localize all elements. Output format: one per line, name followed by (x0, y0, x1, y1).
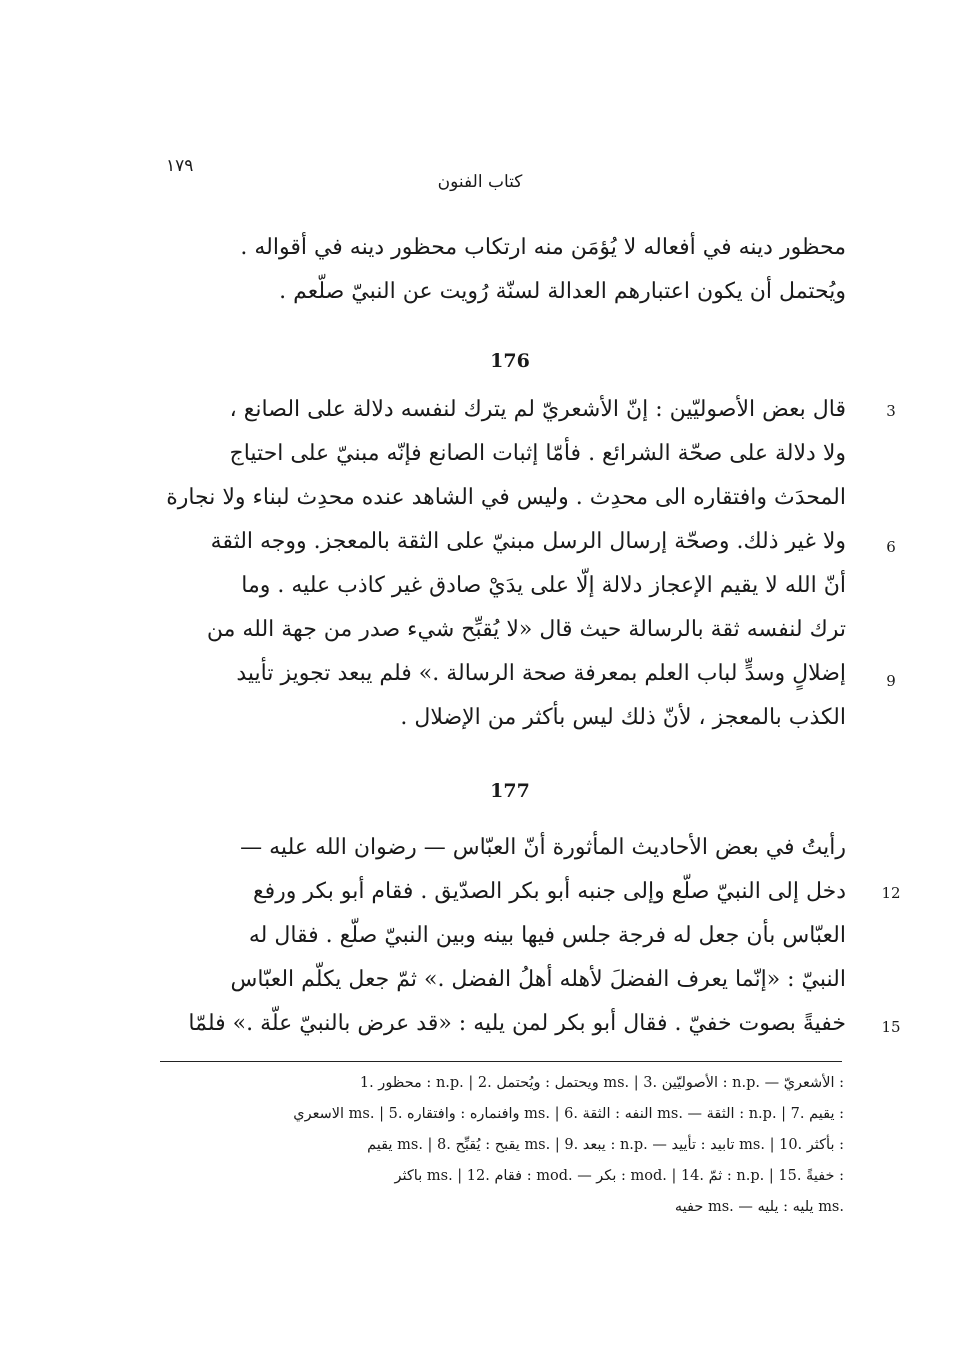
apparatus-line: : يقيم .7 | .n.p : الثقة — .ms النفه : الثقة .6 | .ms وافنماره : وافتقاره .5 | .ms الاسعري (293, 1106, 844, 1122)
text-line: محظور دينه في أفعاله لا يُؤمَن منه ارتكاب محظور دينه في أقواله . (240, 235, 846, 260)
text-line: ولا دلالة على صحّة الشرائع . فأمّا إثبات الصانع فإنّه مبنيّ على احتياج (229, 441, 846, 466)
text-line: العبّاس بأن جعل له فرجة جلس فيها بينه وبين النبيّ صلّع . فقال له (248, 923, 846, 948)
page-number: ١٧٩ (166, 156, 194, 176)
apparatus-line: : الأشعريّ — .n.p : الأصوليّين .3 | .ms ويحتمل : ويُحتمل .2 | .n.p : محظور .1 (359, 1075, 844, 1091)
apparatus-line: : بأكثر .10 | .ms تابيد : تأييد — .n.p : يبعد .9 | .ms يقبح : يُقبِّح .8 | .ms يقيم (367, 1137, 844, 1153)
text-line: الكذب بالمعجز ، لأنّ ذلك ليس بأكثر من الإضلال . (400, 705, 846, 730)
line-number: 15 (881, 1018, 901, 1036)
section-number-176: 176 (490, 350, 530, 372)
text-line: النبيّ : «إنّما يعرف الفضلَ لأهله أهلُ الفضل .» ثمّ جعل يكلّم العبّاس (230, 967, 846, 992)
line-number: 6 (886, 538, 896, 556)
section-number-177: 177 (490, 780, 530, 802)
text-line: أنّ الله لا يقيم الإعجاز دلالة إلّا على يدَيْ صادق غير كاذب عليه . وما (241, 573, 846, 598)
line-number: 3 (886, 402, 896, 420)
line-number: 12 (881, 884, 901, 902)
text-line: دخل إلى النبيّ صلّع وإلى جنبه أبو بكر الصدّيق . فقام أبو بكر ورفع (252, 879, 846, 904)
text-line: إضلالٍ وسدٍّ لباب العلم بمعرفة صحة الرسالة .» فلم يبعد تجويز تأييد (236, 661, 846, 686)
running-title: كتاب الفنون (437, 172, 523, 192)
text-line: ترك لنفسه ثقة بالرسالة حيث قال «لا يُقبِّح شيء صدر من جهة الله من (206, 617, 846, 642)
line-number: 9 (886, 672, 896, 690)
intro-paragraph (160, 226, 846, 314)
text-line: رأيتُ في بعض الأحاديث المأثورة أنّ العبّاس — رضوان الله عليه — (240, 835, 846, 860)
text-line: خفيةً بصوت خفيّ . فقال أبو بكر لمن يليه : «قد عرض بالنبيّ علّة .» فلمّا (188, 1011, 846, 1036)
text-line: ولا غير ذلك. وصحّة إرسال الرسل مبنيّ على الثقة بالمعجز. ووجه الثقة (210, 529, 846, 554)
text-line: ويُحتمل أن يكون اعتبارهم العدالة لسنّة رُويت عن النبيّ صلّعم . (279, 279, 846, 304)
apparatus-divider (160, 1061, 842, 1062)
apparatus-line: .ms يليه : يليه — .ms حفيه (674, 1199, 844, 1215)
apparatus-line: : خفيةً .15 | .n.p : ثمّ .14 | .mod : بكر — .mod : فقام .12 | .ms باكثر (394, 1168, 844, 1184)
section-177-text (160, 826, 846, 1046)
text-line: قال بعض الأصوليّين : إنّ الأشعريّ لم يترك لنفسه دلالة على الصانع ، (229, 397, 846, 422)
text-line: المحدَث وافتقاره الى محدِث . وليس في الشاهد عنده محدِث لبناء ولا نجارة (166, 485, 846, 510)
section-176-text (160, 388, 846, 740)
critical-apparatus (150, 1068, 844, 1223)
